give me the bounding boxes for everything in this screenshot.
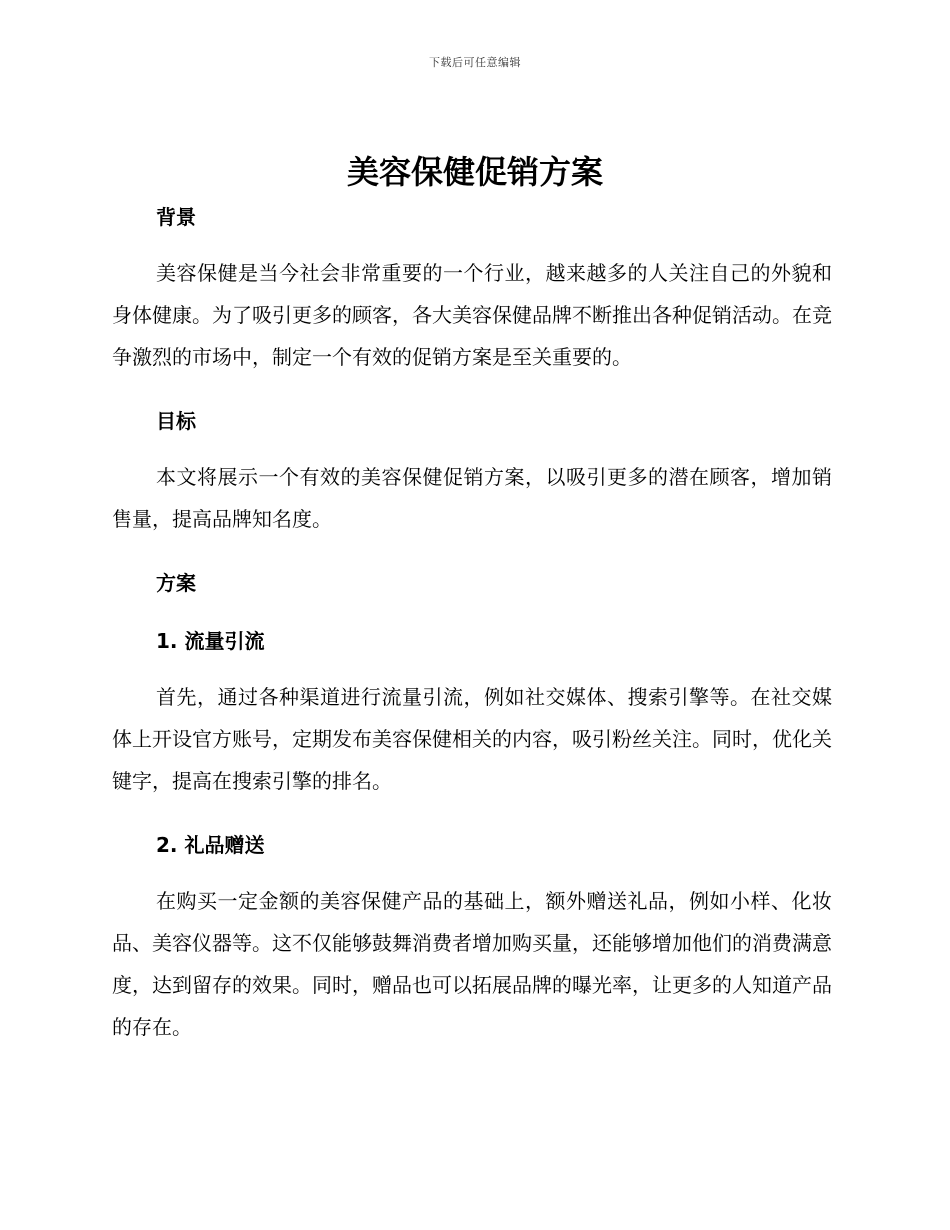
section-heading-goal: 目标 xyxy=(156,409,196,433)
section-heading-gifts: 2. 礼品赠送 xyxy=(156,833,265,857)
document-body xyxy=(112,202,832,1048)
section-heading-background: 背景 xyxy=(156,205,196,229)
section-heading-traffic: 1. 流量引流 xyxy=(156,629,265,653)
section-paragraph-traffic: 首先，通过各种渠道进行流量引流，例如社交媒体、搜索引擎等。在社交媒体上开设官方账号，定期发布美容保健相关的内容，吸引粉丝关注。同时，优化关键字，提高在搜索引擎的排名。 xyxy=(112,685,832,793)
section-paragraph-goal: 本文将展示一个有效的美容保健促销方案，以吸引更多的潜在顾客，增加销售量，提高品牌知名度。 xyxy=(112,465,832,531)
section-paragraph-gifts: 在购买一定金额的美容保健产品的基础上，额外赠送礼品，例如小样、化妆品、美容仪器等。这不仅能够鼓舞消费者增加购买量，还能够增加他们的消费满意度，达到留存的效果。同时，赠品也可以拓展品牌的曝光率，让更多的人知道产品的存在。 xyxy=(112,889,832,1039)
section-heading-plan: 方案 xyxy=(156,571,196,595)
page-header-note: 下载后可任意编辑 xyxy=(429,56,521,69)
document-title: 美容保健促销方案 xyxy=(346,153,603,191)
section-paragraph-background: 美容保健是当今社会非常重要的一个行业，越来越多的人关注自己的外貌和身体健康。为了吸引更多的顾客，各大美容保健品牌不断推出各种促销活动。在竞争激烈的市场中，制定一个有效的促销方案是至关重要的。 xyxy=(112,261,832,369)
